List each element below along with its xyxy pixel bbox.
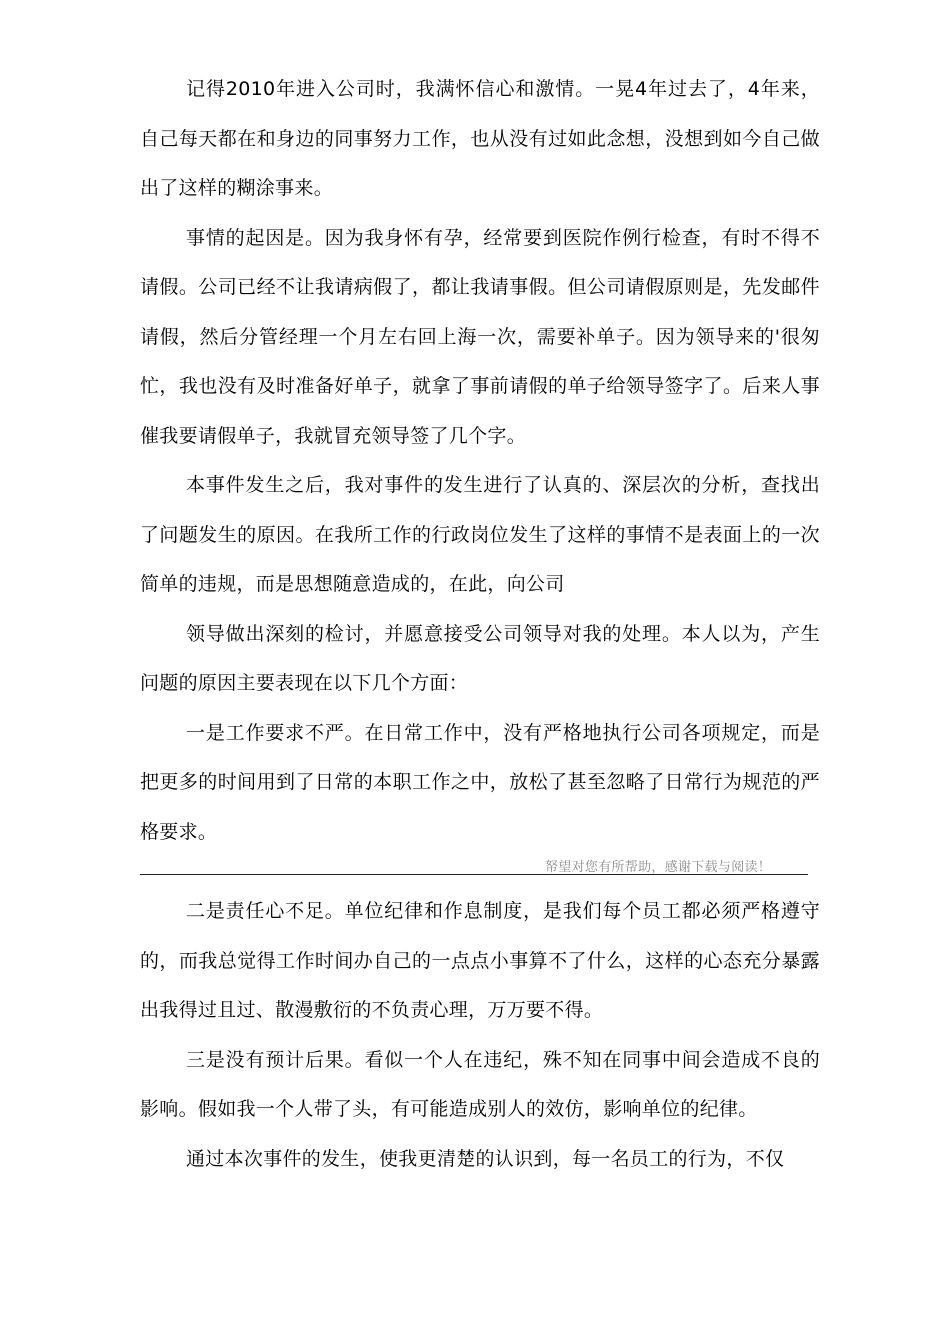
paragraph-reason-one: 一是工作要求不严。在日常工作中，没有严格地执行公司各项规定，而是把更多的时间用到了日常的本职工作之中，放松了甚至忽略了日常行为规范的严格要求。 — [140, 721, 820, 843]
body-text-top — [140, 65, 820, 857]
paragraph-reason-three: 三是没有预计后果。看似一个人在违纪，殊不知在同事中间会造成不良的影响。假如我一个人带了头，有可能造成别人的效仿，影响单位的纪律。 — [140, 1048, 820, 1120]
paragraph-reason-two: 二是责任心不足。单位纪律和作息制度，是我们每个员工都必须严格遵守的，而我总觉得工作时间办自己的一点点小事算不了什么，这样的心态充分暴露出我得过且过、散漫敷衍的不负责心理，万万要不得。 — [140, 900, 820, 1021]
paragraph-conclusion: 通过本次事件的发生，使我更清楚的认识到，每一名员工的行为，不仅 — [186, 1147, 785, 1170]
paragraph-intro: 记得2010年进入公司时，我满怀信心和激情。一晃4年过去了，4年来，自己每天都在和身边的同事努力工作，也从没有过如此念想，没想到如今自己做出了这样的糊涂事来。 — [140, 78, 820, 199]
page-footer-divider — [140, 874, 808, 875]
body-text-bottom — [140, 887, 820, 1184]
paragraph-analysis: 本事件发生之后，我对事件的发生进行了认真的、深层次的分析，查找出了问题发生的原因。在我所工作的行政岗位发生了这样的事情不是表面上的一次简单的违规，而是思想随意造成的，在此，向公司 — [140, 474, 820, 595]
paragraph-apology: 领导做出深刻的检讨，并愿意接受公司领导对我的处理。本人以为，产生问题的原因主要表现在以下几个方面： — [140, 622, 820, 694]
page-footer-note: 帑望对您有所帮助，感谢下载与阅读！ — [545, 860, 772, 875]
paragraph-cause: 事情的起因是。因为我身怀有孕，经常要到医院作例行检查，有时不得不请假。公司已经不让我请病假了，都让我请事假。但公司请假原则是，先发邮件请假，然后分管经理一个月左右回上海一次，需要补单子。因为领导来的'很匆忙，我也没有及时准备好单子，就拿了事前请假的单子给领导签字了。后来人事催我要请假单子，我就冒充领导签了几个字。 — [140, 226, 820, 447]
